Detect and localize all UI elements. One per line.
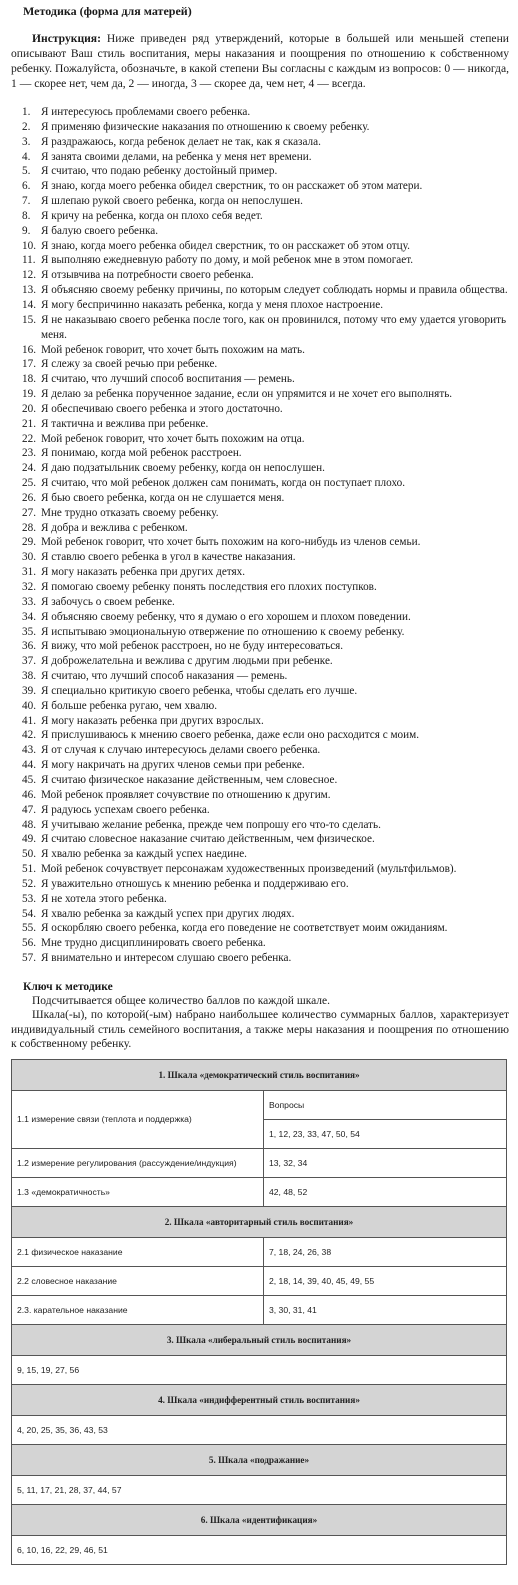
scale-1-2-value: 13, 32, 34 [264, 1148, 507, 1177]
table-row [12, 1295, 507, 1324]
instruction-paragraph [11, 31, 509, 91]
list-item [11, 907, 509, 922]
scale-2-3-value: 3, 30, 31, 41 [264, 1295, 507, 1324]
scale-2-2-value: 2, 18, 14, 39, 40, 45, 49, 55 [264, 1266, 507, 1295]
item-text: Я специально критикую своего ребенка, чтобы сделать его лучше. [41, 684, 358, 697]
item-text: Я раздражаюсь, когда ребенок делает не так, как я сказала. [41, 135, 321, 148]
list-item [11, 684, 509, 699]
item-number: 7. [22, 195, 31, 208]
item-text: Я знаю, когда моего ребенка обидел сверстник, то он расскажет об этом отцу. [41, 239, 410, 252]
item-text: Я не хотела этого ребенка. [41, 892, 167, 905]
item-text: Я могу наказать ребенка при других взрослых. [41, 714, 264, 727]
item-number: 17. [22, 358, 36, 371]
item-number: 52. [22, 877, 36, 890]
list-item [11, 699, 509, 714]
item-text: Я интересуюсь проблемами своего ребенка. [41, 106, 251, 118]
table-row [12, 1355, 507, 1384]
item-number: 54. [22, 907, 36, 920]
scale-1-1-value: 1, 12, 23, 33, 47, 50, 54 [264, 1119, 507, 1148]
list-item [11, 535, 509, 550]
item-number: 25. [22, 477, 36, 490]
list-item [11, 610, 509, 625]
table-row [12, 1415, 507, 1444]
item-number: 29. [22, 536, 36, 549]
list-item [11, 743, 509, 758]
list-item [11, 105, 509, 120]
list-item [11, 357, 509, 372]
list-item [11, 921, 509, 936]
item-text: Я кричу на ребенка, когда он плохо себя ведет. [41, 209, 263, 222]
item-text: Я оскорбляю своего ребенка, когда его поведение не соответствует моим ожиданиям. [41, 922, 448, 935]
list-item [11, 298, 509, 313]
document-page [0, 3, 518, 1585]
list-item [11, 313, 509, 343]
item-number: 42. [22, 729, 36, 742]
list-item [11, 714, 509, 729]
item-number: 2. [22, 120, 31, 133]
item-text: Я больше ребенка ругаю, чем хвалю. [41, 699, 218, 712]
scale-1-3-label: 1.3 «демократичность» [12, 1177, 264, 1206]
item-text: Я знаю, когда моего ребенка обидел сверстник, то он расскажет об этом матери. [41, 180, 423, 193]
scale-5-value: 5, 11, 17, 21, 28, 37, 44, 57 [12, 1475, 507, 1504]
scale-3-header-row [12, 1324, 507, 1355]
item-text: Мой ребенок говорит, что хочет быть похожим на мать. [41, 343, 305, 356]
list-item [11, 135, 509, 150]
scale-4-header: 4. Шкала «индифферентный стиль воспитания» [12, 1384, 507, 1415]
item-text: Я вижу, что мой ребенок расстроен, но не буду интересоваться. [41, 640, 344, 653]
item-text: Я отзывчива на потребности своего ребенка. [41, 269, 254, 282]
list-item [11, 639, 509, 654]
table-row [12, 1266, 507, 1295]
item-text: Я не наказываю своего ребенка после того, как он провинился, потому что ему удается уговорить меня. [41, 313, 507, 341]
item-number: 19. [22, 388, 36, 401]
item-number: 3. [22, 135, 31, 148]
item-number: 8. [22, 209, 31, 222]
item-text: Я доброжелательна и вежлива с другим людьми при ребенке. [41, 655, 333, 668]
list-item [11, 476, 509, 491]
item-text: Я внимательно и интересом слушаю своего ребенка. [41, 952, 292, 965]
list-item [11, 387, 509, 402]
table-row [12, 1237, 507, 1266]
item-text: Я считаю, что лучший способ наказания — ремень. [41, 670, 288, 683]
item-number: 12. [22, 269, 36, 282]
item-text: Я уважительно отношусь к мнению ребенка и поддерживаю его. [41, 877, 349, 890]
item-text: Я учитываю желание ребенка, прежде чем попрошу его что-то сделать. [41, 818, 381, 831]
scale-6-header-row [12, 1504, 507, 1535]
item-text: Я радуюсь успехам своего ребенка. [41, 803, 210, 816]
item-number: 40. [22, 699, 36, 712]
item-number: 43. [22, 744, 36, 757]
key-table [11, 1059, 507, 1565]
scale-2-3-label: 2.3. карательное наказание [12, 1295, 264, 1324]
item-text: Я забочусь о своем ребенке. [41, 595, 175, 608]
item-number: 32. [22, 581, 36, 593]
item-text: Я выполняю ежедневную работу по дому, и мой ребенок мне в этом помогает. [41, 254, 414, 267]
list-item [11, 669, 509, 684]
list-item [11, 164, 509, 179]
list-item [11, 224, 509, 239]
list-item [11, 788, 509, 803]
item-number: 6. [22, 180, 31, 193]
scale-2-1-label: 2.1 физическое наказание [12, 1237, 264, 1266]
item-number: 27. [22, 506, 36, 519]
item-number: 47. [22, 803, 36, 816]
item-text: Мой ребенок говорит, что хочет быть похожим на кого-нибудь из членов семьи. [41, 536, 421, 549]
list-item [11, 832, 509, 847]
item-number: 37. [22, 655, 36, 668]
item-number: 41. [22, 714, 36, 727]
list-item [11, 253, 509, 268]
key-paragraph-1: Подсчитывается общее количество баллов по каждой шкале. [32, 994, 331, 1007]
list-item [11, 150, 509, 165]
list-item [11, 728, 509, 743]
item-text: Я могу беспричинно наказать ребенка, когда у меня плохое настроение. [41, 298, 383, 311]
scale-1-3-value: 42, 48, 52 [264, 1177, 507, 1206]
list-item [11, 565, 509, 580]
scale-3-value: 9, 15, 19, 27, 56 [12, 1355, 507, 1384]
list-item [11, 372, 509, 387]
item-number: 10. [22, 239, 36, 252]
item-text: Я испытываю эмоциональную отвержение по отношению к своему ребенку. [41, 625, 405, 638]
item-number: 34. [22, 610, 36, 623]
item-number: 20. [22, 402, 36, 415]
item-number: 45. [22, 773, 36, 786]
item-text: Мой ребенок проявляет сочувствие по отношению к другим. [41, 788, 331, 801]
item-number: 36. [22, 640, 36, 653]
questionnaire-list [11, 105, 509, 966]
scale-1-header: 1. Шкала «демократический стиль воспитания» [12, 1059, 507, 1090]
list-item [11, 818, 509, 833]
item-text: Я считаю словесное наказание считаю действенным, чем физическое. [41, 833, 375, 846]
item-text: Я от случая к случаю интересуюсь делами своего ребенка. [41, 744, 321, 757]
key-paragraph-2: Шкала(-ы), по которой(-ым) набрано наибольшее количество суммарных баллов, характеризует индивидуальный стиль семейного воспитания, а также меры наказания и поощрения по отношению к собственному ребенку. [11, 1009, 509, 1051]
list-item [11, 432, 509, 447]
questions-column-label: Вопросы [264, 1090, 507, 1119]
list-item [11, 951, 509, 966]
item-text: Я даю подзатыльник своему ребенку, когда он непослушен. [41, 462, 325, 475]
item-text: Я занята своими делами, на ребенка у меня нет времени. [41, 150, 312, 163]
item-text: Мне трудно отказать своему ребенку. [41, 506, 219, 519]
list-item [11, 892, 509, 907]
instruction-label: Инструкция: [32, 32, 101, 45]
list-item [11, 268, 509, 283]
item-number: 13. [22, 284, 36, 297]
scale-2-1-value: 7, 18, 24, 26, 38 [264, 1237, 507, 1266]
list-item [11, 877, 509, 892]
list-item [11, 758, 509, 773]
scale-4-header-row [12, 1384, 507, 1415]
item-text: Мой ребенок говорит, что хочет быть похожим на отца. [41, 432, 305, 445]
item-number: 16. [22, 343, 36, 356]
item-text: Я добра и вежлива с ребенком. [41, 521, 188, 534]
table-row [12, 1177, 507, 1206]
scale-6-value: 6, 10, 16, 22, 29, 46, 51 [12, 1535, 507, 1564]
list-item [11, 120, 509, 135]
item-number: 5. [22, 165, 31, 178]
item-text: Мне трудно дисциплинировать своего ребенка. [41, 937, 266, 950]
table-row [12, 1148, 507, 1177]
item-number: 51. [22, 863, 36, 876]
scale-6-header: 6. Шкала «идентификация» [12, 1504, 507, 1535]
item-number: 48. [22, 818, 36, 831]
item-number: 23. [22, 447, 36, 460]
item-number: 49. [22, 833, 36, 846]
scale-3-header: 3. Шкала «либеральный стиль воспитания» [12, 1324, 507, 1355]
item-text: Я слежу за своей речью при ребенке. [41, 358, 218, 371]
table-row [12, 1475, 507, 1504]
item-number: 22. [22, 432, 36, 445]
list-item [11, 446, 509, 461]
list-item [11, 461, 509, 476]
item-number: 4. [22, 150, 31, 163]
item-number: 33. [22, 595, 36, 608]
item-number: 11. [22, 254, 36, 267]
item-number: 44. [22, 759, 36, 772]
item-text: Я хвалю ребенка за каждый успех наедине. [41, 848, 247, 861]
list-item [11, 239, 509, 254]
item-text: Я балую своего ребенка. [41, 224, 158, 237]
item-text: Я шлепаю рукой своего ребенка, когда он непослушен. [41, 195, 303, 208]
scale-1-2-label: 1.2 измерение регулирования (рассуждение/индукция) [12, 1148, 264, 1177]
scale-2-2-label: 2.2 словесное наказание [12, 1266, 264, 1295]
item-text: Мой ребенок сочувствует персонажам художественных произведений (мультфильмов). [41, 863, 457, 876]
scale-1-1-label: 1.1 измерение связи (теплота и поддержка) [12, 1090, 264, 1148]
item-number: 14. [22, 298, 36, 311]
list-item [11, 402, 509, 417]
list-item [11, 550, 509, 565]
list-item [11, 283, 509, 298]
item-number: 30. [22, 551, 36, 564]
item-number: 26. [22, 491, 36, 504]
scale-5-header-row [12, 1444, 507, 1475]
item-text: Я считаю, что мой ребенок должен сам понимать, когда он поступает плохо. [41, 477, 406, 490]
item-text: Я понимаю, когда мой ребенок расстроен. [41, 447, 242, 460]
item-text: Я ставлю своего ребенка в угол в качестве наказания. [41, 551, 296, 564]
list-item [11, 417, 509, 432]
list-item [11, 209, 509, 224]
item-number: 38. [22, 670, 36, 683]
item-number: 18. [22, 373, 36, 386]
instruction-text: Ниже приведен ряд утверждений, которые в большей или меньшей степени описывают Ваш стиль воспитания, меры наказания и поощрения по отношению к собственному ребенку. Пожалуйста, обозначьте, в какой степени Вы согласны с каждым из вопросов: 0 — никогда, 1 — скорее нет, чем да, 2 — иногда, 3 — скорее да, чем нет, 4 — всегда. [11, 32, 509, 90]
item-number: 35. [22, 625, 36, 638]
item-text: Я считаю физическое наказание действенным, чем словесное. [41, 773, 338, 786]
list-item [11, 491, 509, 506]
document-title: Методика (форма для матерей) [23, 4, 192, 18]
item-number: 57. [22, 952, 36, 965]
item-number: 24. [22, 462, 36, 475]
list-item [11, 847, 509, 862]
item-number: 53. [22, 892, 36, 905]
item-text: Я могу накричать на других членов семьи при ребенке. [41, 759, 305, 772]
key-title: Ключ к методике [23, 980, 113, 993]
item-number: 55. [22, 922, 36, 935]
item-number: 1. [22, 106, 31, 118]
item-number: 28. [22, 521, 36, 534]
scale-2-header: 2. Шкала «авторитарный стиль воспитания» [12, 1206, 507, 1237]
list-item [11, 179, 509, 194]
item-number: 39. [22, 684, 36, 697]
list-item [11, 773, 509, 788]
list-item [11, 936, 509, 951]
list-item [11, 506, 509, 521]
item-number: 50. [22, 848, 36, 861]
list-item [11, 803, 509, 818]
scale-5-header: 5. Шкала «подражание» [12, 1444, 507, 1475]
list-item [11, 521, 509, 536]
item-text: Я применяю физические наказания по отношению к своему ребенку. [41, 120, 370, 133]
item-text: Я объясняю своему ребенку, что я думаю о его хорошем и плохом поведении. [41, 610, 411, 623]
list-item [11, 194, 509, 209]
item-number: 15. [22, 313, 36, 326]
list-item [11, 654, 509, 669]
scale-1-header-row [12, 1059, 507, 1090]
list-item [11, 580, 509, 595]
list-item [11, 595, 509, 610]
table-row [12, 1535, 507, 1564]
item-text: Я хвалю ребенка за каждый успех при других людях. [41, 907, 295, 920]
item-text: Я прислушиваюсь к мнению своего ребенка, даже если оно расходится с моим. [41, 729, 420, 742]
item-text: Я могу наказать ребенка при других детях. [41, 566, 246, 579]
item-text: Я считаю, что лучший способ воспитания — ремень. [41, 373, 295, 386]
item-text: Я тактична и вежлива при ребенке. [41, 417, 209, 430]
list-item [11, 625, 509, 640]
table-row [12, 1090, 507, 1119]
item-number: 31. [22, 566, 36, 579]
item-text: Я помогаю своему ребенку понять последствия его плохих поступков. [41, 581, 377, 593]
scale-4-value: 4, 20, 25, 35, 36, 43, 53 [12, 1415, 507, 1444]
item-text: Я бью своего ребенка, когда он не слушается меня. [41, 491, 285, 504]
item-text: Я обеспечиваю своего ребенка и этого достаточно. [41, 402, 283, 415]
item-text: Я считаю, что подаю ребенку достойный пример. [41, 165, 278, 178]
item-text: Я делаю за ребенка порученное задание, если он упрямится и не хочет его выполнять. [41, 388, 453, 401]
item-number: 9. [22, 224, 31, 237]
list-item [11, 343, 509, 358]
scale-2-header-row [12, 1206, 507, 1237]
item-number: 46. [22, 788, 36, 801]
list-item [11, 862, 509, 877]
item-number: 56. [22, 937, 36, 950]
item-number: 21. [22, 417, 36, 430]
item-text: Я объясняю своему ребенку причины, по которым следует соблюдать нормы и правила общества. [41, 284, 508, 297]
